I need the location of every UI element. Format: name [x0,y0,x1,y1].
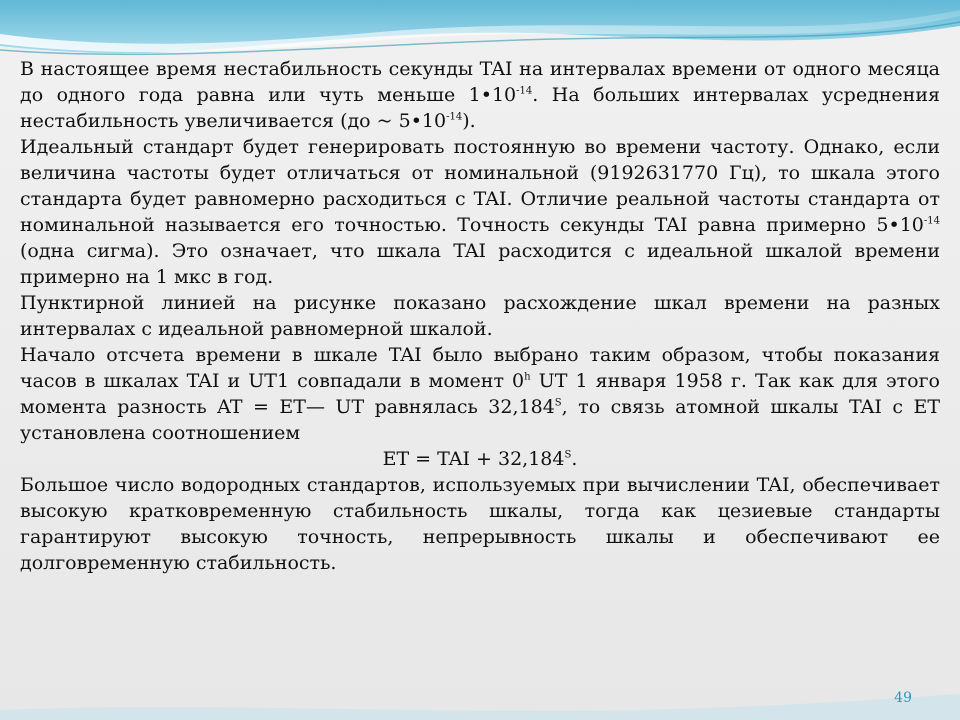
superscript: -14 [516,85,533,97]
formula-line [20,446,940,472]
superscript: h [524,371,531,383]
paragraph [20,472,940,576]
text-segment: , то связь атомной шкалы TAI с ET установлена соотношением [20,396,940,444]
text-segment: ET = TAI + 32,184 [382,448,565,470]
text-segment: В настоящее время нестабильность секунды TAI на интервалах времени от одного месяца до одного года равна или чуть меньше 1•10 [20,58,940,106]
paragraph [20,134,940,290]
superscript: -14 [446,111,463,123]
footer-wave-decoration [0,680,960,720]
text-segment: Начало отсчета времени в шкале TAI было выбрано таким образом, чтобы показания часов в шкалах TAI и UT1 совпадали в момент 0 [20,344,940,392]
page-number: 49 [894,690,912,706]
paragraph [20,56,940,134]
text-segment: (одна сигма). Это означает, что шкала TAI расходится с идеальной шкалой времени примерно на 1 мкс в год. [20,240,940,288]
text-segment: . [571,448,578,470]
superscript: -14 [923,215,940,227]
superscript: S [564,449,572,461]
slide-body-text [20,56,940,576]
paragraph [20,342,940,446]
paragraph [20,290,940,342]
superscript: S [554,397,562,409]
text-segment: UT 1 января 1958 г. Так как для этого момента разность AT = ET— UT равнялась 32,184 [20,370,940,418]
footer-wave [0,694,960,720]
text-segment: Пунктирной линией на рисунке показано расхождение шкал времени на разных интервалах с идеальной равномерной шкалой. [20,292,940,340]
text-segment: Большое число водородных стандартов, используемых при вычислении TAI, обеспечивает высокую кратковременную стабильность шкалы, тогда как цезиевые стандарты гарантируют высокую точность, непрерывность шкалы и обеспечивают ее долговременную стабильность. [20,474,940,574]
text-segment: . На больших интервалах усреднения нестабильность увеличивается (до ~ 5•10 [20,84,940,132]
text-segment: Идеальный стандарт будет генерировать постоянную во времени частоту. Однако, если величина частоты будет отличаться от номинальной (9192631770 Гц), то шкала этого стандарта будет равномерно расходиться с TAI. Отличие реальной частоты стандарта от номинальной называется его точностью. Точность секунды TAI равна примерно 5•10 [20,136,940,236]
text-segment: ). [462,110,476,132]
